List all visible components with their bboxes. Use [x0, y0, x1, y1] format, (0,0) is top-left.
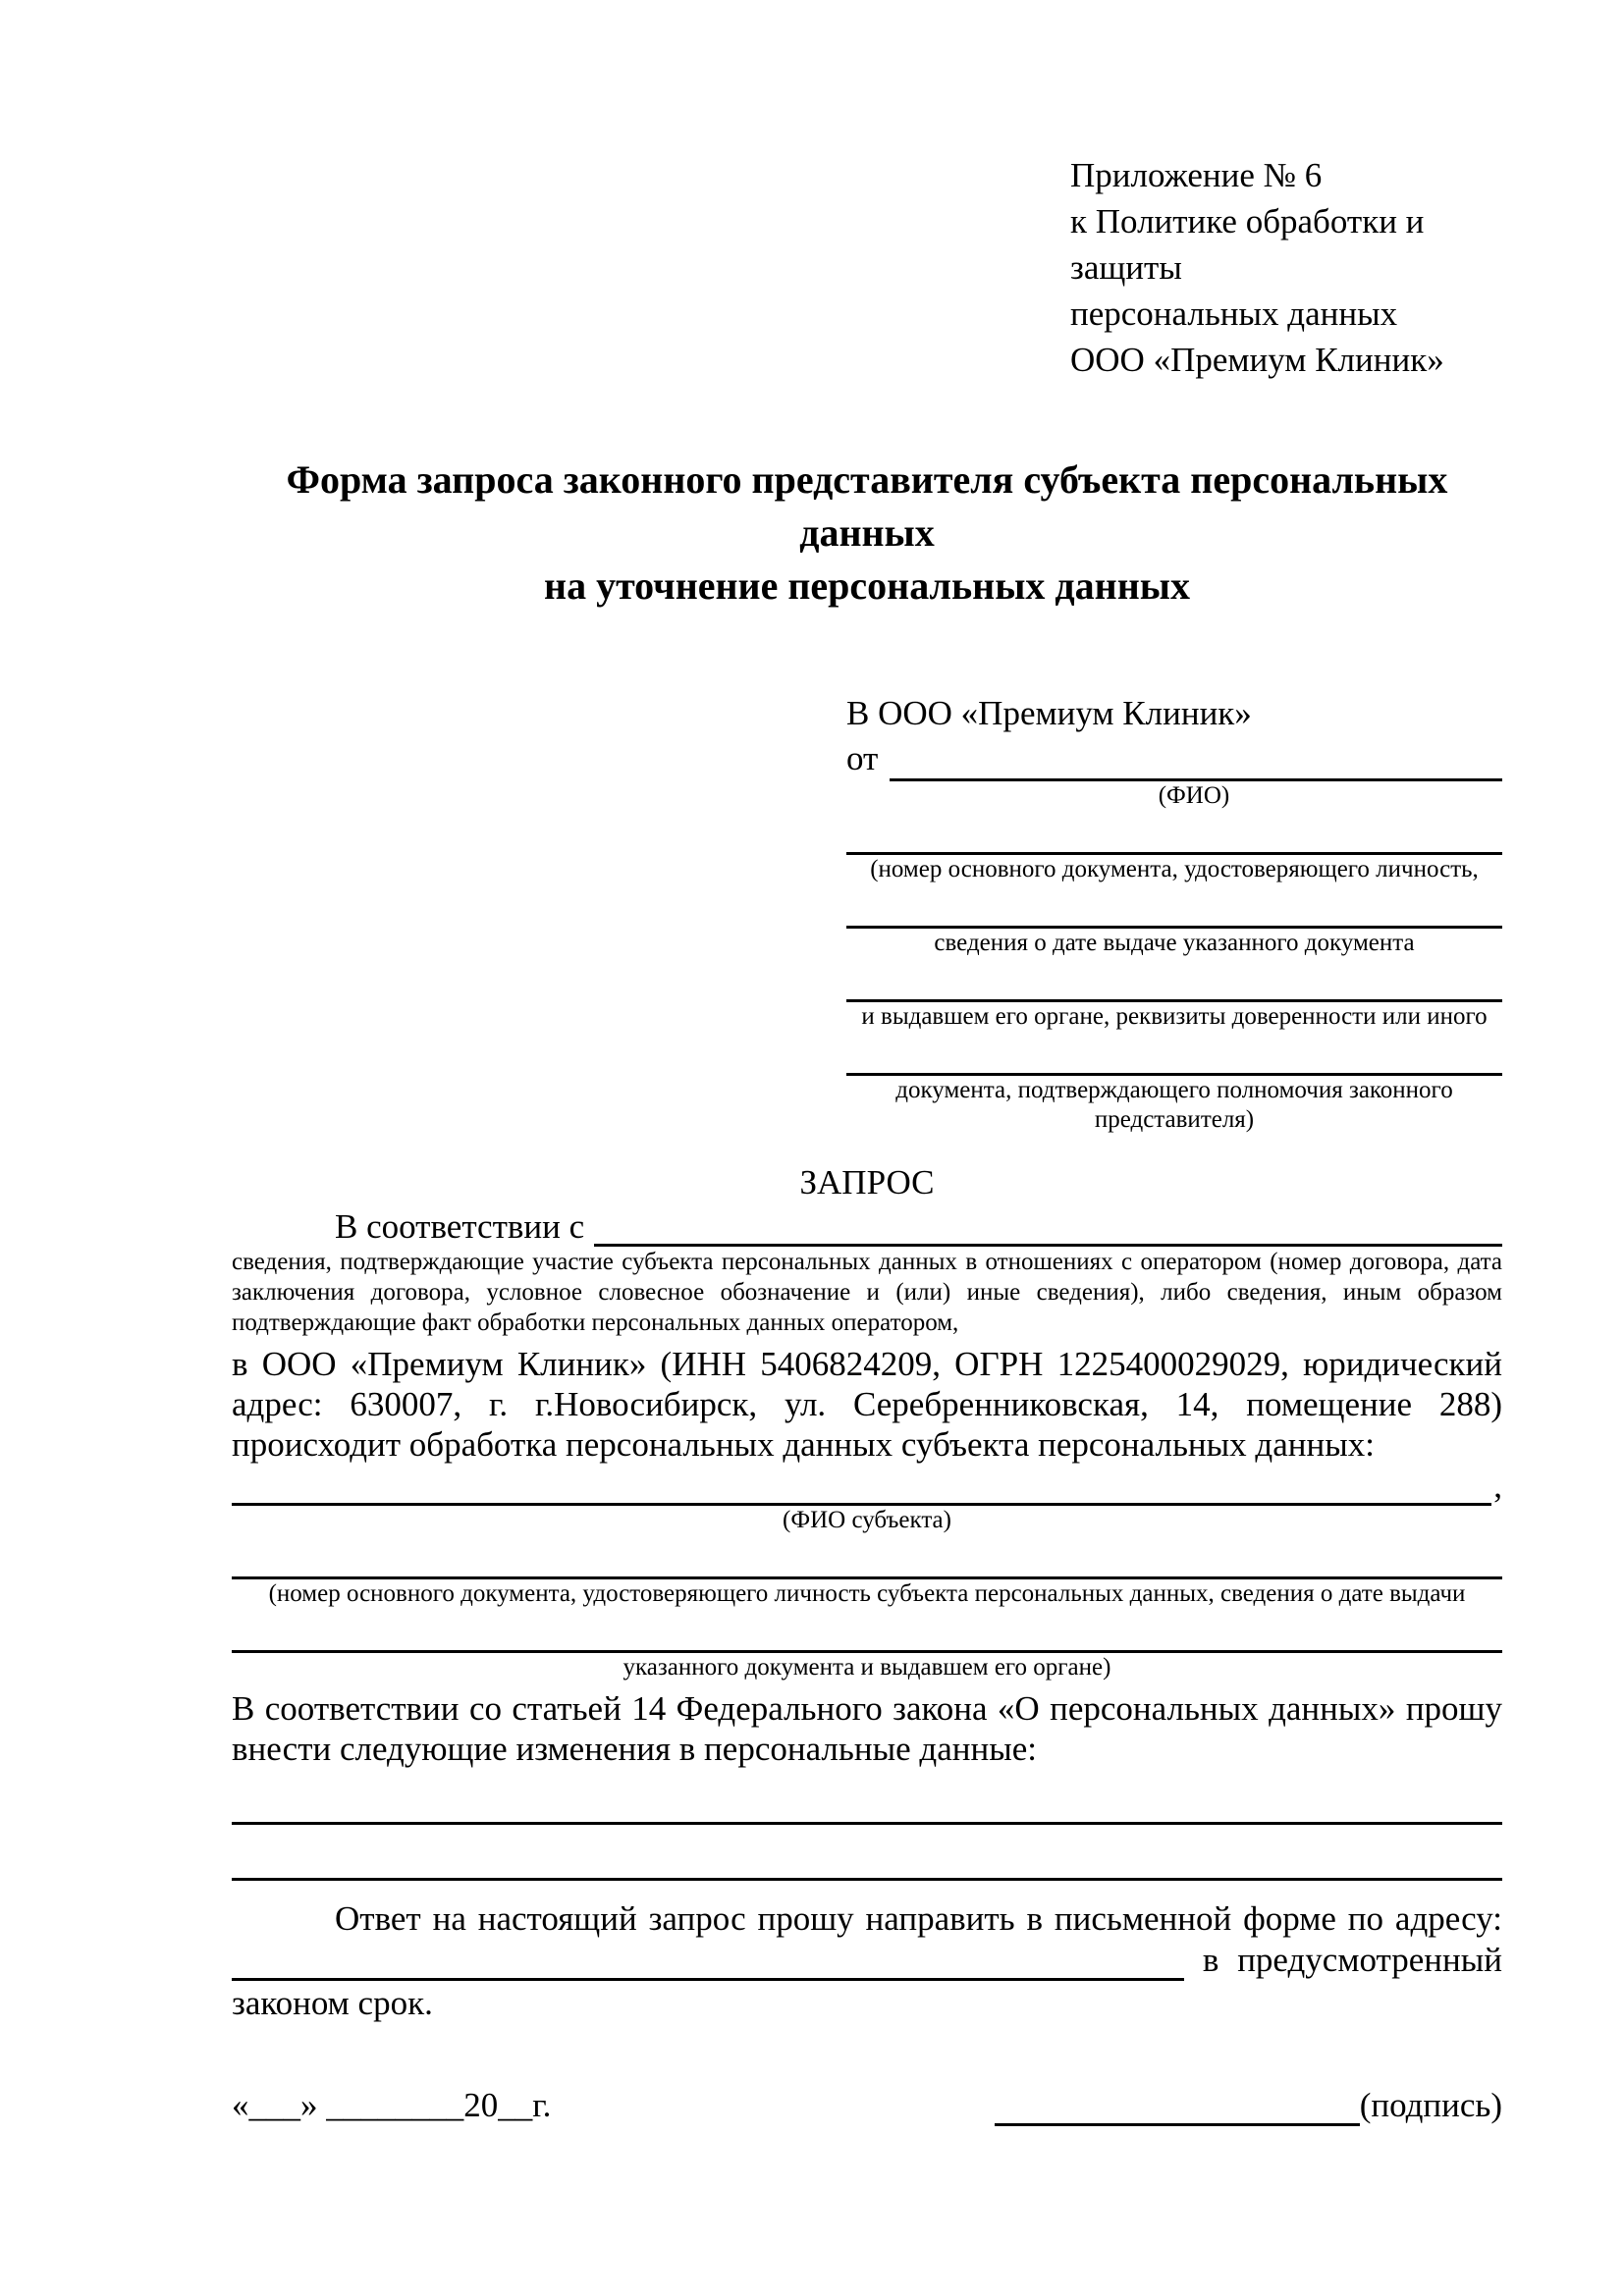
caption-doc-1: (номер основного документа, удостоверяющего личность, — [870, 856, 1479, 882]
reply-closing: законом срок. — [232, 1984, 433, 2022]
caption-doc-3: и выдавшем его органе, реквизиты доверенности или иного — [861, 1003, 1488, 1030]
caption-subject-fio: (ФИО субъекта) — [783, 1507, 951, 1533]
amendment-field-line-2 — [232, 1825, 1502, 1881]
caption-subject-doc-2: указанного документа и выдавшем его органе) — [623, 1654, 1111, 1681]
representative-doc-field-line-2 — [846, 884, 1502, 929]
signature-caption: (подпись) — [1359, 2086, 1502, 2124]
appendix-line-4: ООО «Премиум Клиник» — [1070, 341, 1444, 379]
representative-doc-field-line-1 — [846, 811, 1502, 855]
form-title-line-2: на уточнение персональных данных — [544, 563, 1190, 608]
appendix-line-3: персональных данных — [1070, 294, 1398, 333]
reply-address-field-line — [232, 1940, 1184, 1981]
addressee-organization: В ООО «Премиум Клиник» — [846, 694, 1252, 732]
reply-address-sentence: Ответ на настоящий запрос прошу направить в письменной форме по адресу: — [335, 1899, 1502, 1938]
amendment-field-line-1 — [232, 1769, 1502, 1825]
reply-address-row — [232, 1940, 1502, 1981]
reply-word-predusmotrenny: предусмотренный — [1237, 1941, 1502, 1979]
from-label: от — [846, 739, 879, 777]
addressee-block — [846, 691, 1502, 1135]
signature-group — [995, 2085, 1502, 2126]
date-signature-row — [232, 2085, 1502, 2126]
representative-doc-field-line-4 — [846, 1032, 1502, 1076]
basis-explanation: сведения, подтверждающие участие субъекта персональных данных в отношениях с оператором (номер договора, дата заключения договора, условное словесное обозначение и (или) иные сведения), либо сведения, иным образом подтверждающие факт обработки персональных данных оператором, — [232, 1249, 1502, 1336]
caption-subject-doc-1: (номер основного документа, удостоверяющего личность субъекта персональных данных, сведения о дате выдачи — [268, 1580, 1466, 1607]
appendix-header — [1070, 152, 1502, 383]
form-title — [232, 454, 1502, 613]
subject-doc-field-line-1 — [232, 1535, 1502, 1579]
amendment-request-paragraph: В соответствии со статьей 14 Федерального закона «О персональных данных» прошу внести следующие изменения в персональные данные: — [232, 1689, 1502, 1768]
subject-fio-row — [232, 1465, 1502, 1506]
caption-doc-4: документа, подтверждающего полномочия законного представителя) — [895, 1077, 1453, 1133]
subject-fio-suffix: , — [1493, 1467, 1502, 1505]
signature-field-line — [995, 2086, 1360, 2126]
caption-doc-2: сведения о дате выдаче указанного документа — [934, 930, 1415, 956]
reply-word-v: в — [1202, 1941, 1219, 1979]
caption-fio: (ФИО) — [1158, 782, 1230, 809]
basis-row — [232, 1207, 1502, 1247]
appendix-line-2: к Политике обработки и защиты — [1070, 202, 1425, 287]
basis-label: В соответствии с — [335, 1207, 585, 1246]
date-field: «___» ________20__г. — [232, 2086, 552, 2124]
form-title-line-1: Форма запроса законного представителя субъекта персональных данных — [286, 457, 1448, 555]
from-row — [846, 736, 1502, 781]
subject-doc-field-line-2 — [232, 1609, 1502, 1653]
request-heading: ЗАПРОС — [799, 1163, 935, 1201]
representative-doc-field-line-3 — [846, 958, 1502, 1002]
appendix-line-1: Приложение № 6 — [1070, 156, 1323, 194]
operator-paragraph: в ООО «Премиум Клиник» (ИНН 5406824209, ОГРН 1225400029029, юридический адрес: 630007, г. г.Новосибирск, ул. Серебренниковская, 14, помещение 288) происходит обработка персональных данных субъекта персональных данных: — [232, 1345, 1502, 1464]
